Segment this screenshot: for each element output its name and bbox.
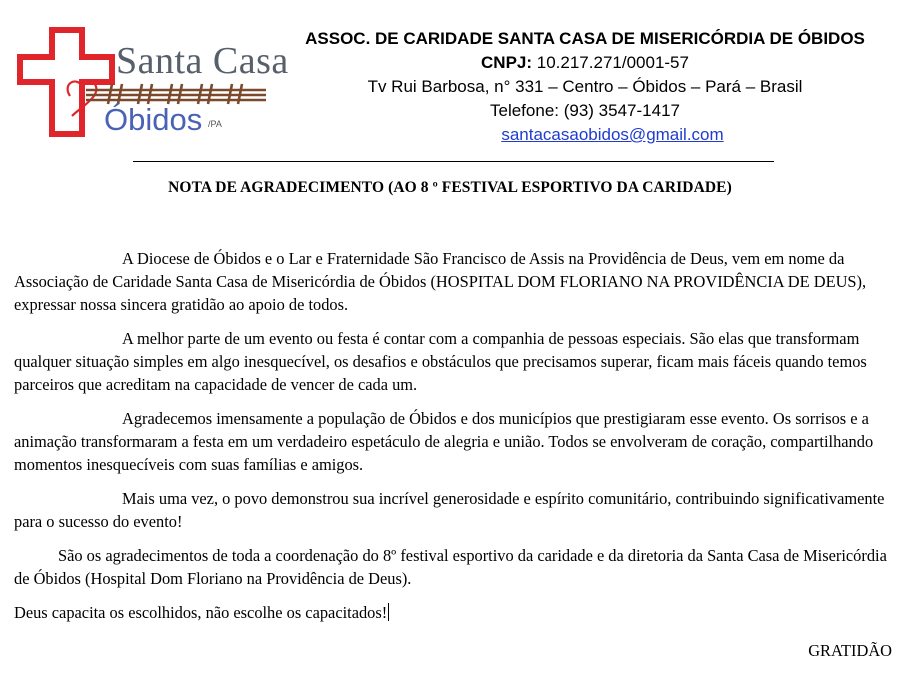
paragraph: A melhor parte de um evento ou festa é contar com a companhia de pessoas especiais. São elas que transformam qualquer situação simples em algo inesquecível, os desafios e obstáculos que precisamos superar, ficam mais fáceis quando temos parceiros que acreditam na capacidade de vencer de cada um. xyxy=(14,329,867,394)
closing-word: GRATIDÃO xyxy=(808,641,892,660)
paragraph: Mais uma vez, o povo demonstrou sua incrível generosidade e espírito comunitário, contribuindo significativamente para o sucesso do evento! xyxy=(14,489,885,531)
paragraph: São os agradecimentos de toda a coordenação do 8º festival esportivo da caridade e da diretoria da Santa Casa de Misericórdia de Óbidos (Hospital Dom Floriano na Providência de Deus). xyxy=(14,546,887,588)
header-divider xyxy=(133,161,774,162)
cnpj-line xyxy=(270,51,900,75)
address: Tv Rui Barbosa, n° 331 – Centro – Óbidos – Pará – Brasil xyxy=(367,77,803,96)
document-body xyxy=(14,247,894,635)
email-link[interactable]: santacasaobidos@gmail.com xyxy=(501,125,724,144)
document-title: NOTA DE AGRADECIMENTO (AO 8 º FESTIVAL ESPORTIVO DA CARIDADE) xyxy=(168,179,732,196)
logo-region: /PA xyxy=(208,119,222,129)
cnpj-label: CNPJ: xyxy=(481,53,533,72)
motto-text: Deus capacita os escolhidos, não escolhe os capacitados! xyxy=(14,603,388,622)
cnpj-value: 10.217.271/0001-57 xyxy=(532,53,689,72)
paragraph: A Diocese de Óbidos e o Lar e Fraternidade São Francisco de Assis na Providência de Deus, vem em nome da Associação de Caridade Santa Casa de Misericórdia de Óbidos (HOSPITAL DOM FLORIANO NA PROVIDÊNCIA DE DEUS), expressar nossa sincera gratidão ao apoio de todos. xyxy=(14,249,867,314)
santa-casa-logo xyxy=(12,24,289,146)
phone: Telefone: (93) 3547-1417 xyxy=(490,101,680,120)
text-cursor xyxy=(388,603,389,621)
logo-name-santa-casa: Santa Casa xyxy=(116,40,289,82)
motto-line xyxy=(14,601,894,624)
organization-name: ASSOC. DE CARIDADE SANTA CASA DE MISERICÓRDIA DE ÓBIDOS xyxy=(305,29,865,48)
decorative-stripes xyxy=(86,84,266,104)
paragraph: Agradecemos imensamente a população de Óbidos e dos municípios que prestigiaram esse evento. Os sorrisos e a animação transformaram a festa em um verdadeiro espetáculo de alegria e união. Todos se envolveram de coração, compartilhando momentos inesquecíveis com suas famílias e amigos. xyxy=(14,409,874,474)
logo-name-obidos: Óbidos xyxy=(104,102,203,137)
letterhead xyxy=(270,27,900,147)
